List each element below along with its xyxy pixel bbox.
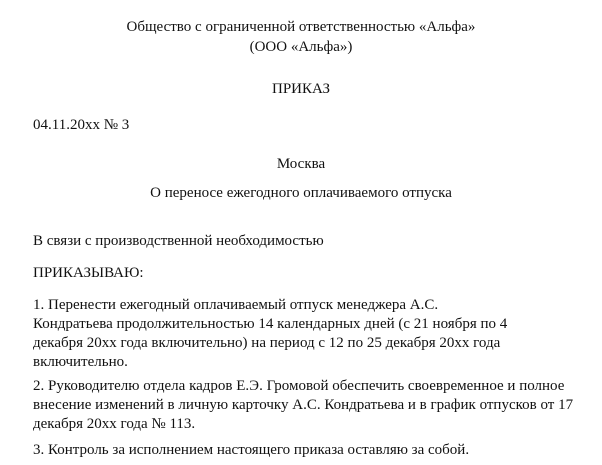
organization-name: Общество с ограниченной ответственностью «Альфа» xyxy=(126,19,476,35)
preamble: В связи с производственной необходимостью xyxy=(33,233,324,249)
organization-short-name: (ООО «Альфа») xyxy=(249,39,353,55)
document-type: ПРИКАЗ xyxy=(272,81,330,97)
order-item-3: 3. Контроль за исполнением настоящего приказа оставляю за собой. xyxy=(33,442,470,458)
item-2-line: 2. Руководителю отдела кадров Е.Э. Громовой обеспечить своевременное и полное xyxy=(33,378,565,394)
document-subject: О переносе ежегодного оплачиваемого отпуска xyxy=(150,185,452,201)
item-2-line: декабря 20хх года № 113. xyxy=(33,416,196,432)
item-1-line: 1. Перенести ежегодный оплачиваемый отпуск менеджера А.С. xyxy=(33,297,439,313)
item-1-line: Кондратьева продолжительностью 14 календарных дней (с 21 ноября по 4 xyxy=(33,316,508,332)
item-1-line: декабря 20хх года включительно) на период с 12 по 25 декабря 20хх года xyxy=(33,335,501,351)
city: Москва xyxy=(276,156,326,172)
item-1-line: включительно. xyxy=(33,354,128,370)
order-word: ПРИКАЗЫВАЮ: xyxy=(33,265,144,281)
date-and-number: 04.11.20хх № 3 xyxy=(33,117,130,133)
item-2-line: внесение изменений в личную карточку А.С. Кондратьева и в график отпусков от 17 xyxy=(33,397,574,413)
